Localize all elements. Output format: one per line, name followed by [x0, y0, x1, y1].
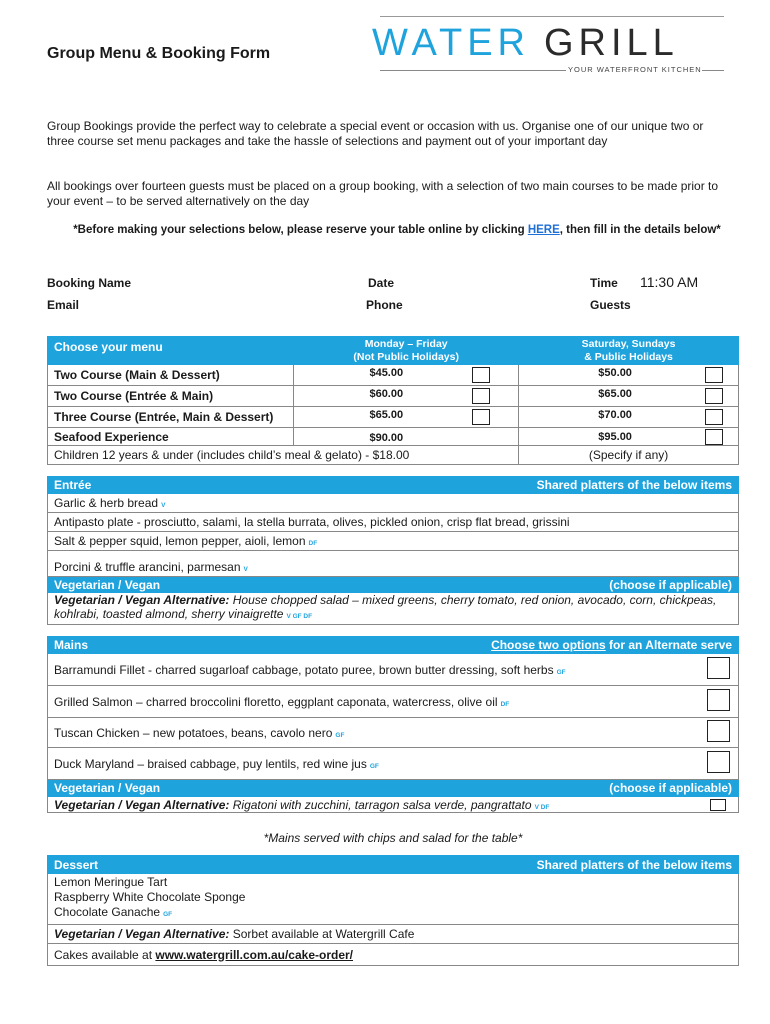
weekend-price-cell: $65.00 [519, 386, 739, 407]
checkbox[interactable] [710, 799, 726, 811]
list-item: Tuscan Chicken – new potatoes, beans, cavolo nero GF [48, 718, 739, 748]
phone-label: Phone [366, 298, 403, 312]
entree-veg-header-row: Vegetarian / Vegan (choose if applicable) [48, 577, 739, 593]
time-field[interactable]: 11:30 AM [640, 274, 699, 290]
children-option: Children 12 years & under (includes child’s meal & gelato) - $18.00 [48, 446, 519, 465]
reserve-here-link[interactable]: HERE [527, 224, 560, 236]
checkbox[interactable] [705, 409, 723, 425]
children-row [48, 446, 739, 465]
logo-top-rule [380, 16, 724, 17]
page-title: Group Menu & Booking Form [47, 45, 271, 62]
dessert-veg-row: Vegetarian / Vegan Alternative: Sorbet available at Watergrill Cafe [48, 925, 739, 944]
list-item: Duck Maryland – braised cabbage, puy lentils, red wine jus GF [48, 748, 739, 780]
checkbox[interactable] [707, 689, 730, 711]
checkbox[interactable] [707, 720, 730, 742]
weekend-price-cell: $50.00 [519, 365, 739, 386]
choose-two-options-link[interactable]: Choose two options [491, 638, 606, 652]
menu-row [48, 386, 739, 407]
menu-row-name: Three Course (Entrée, Main & Dessert) [48, 407, 294, 428]
menu-row-name: Two Course (Main & Dessert) [48, 365, 294, 386]
dessert-items [48, 874, 739, 925]
list-item: Lemon Meringue Tart [54, 875, 168, 889]
menu-row [48, 365, 739, 386]
checkbox[interactable] [472, 367, 490, 383]
checkbox[interactable] [705, 367, 723, 383]
mains-veg-header-row: Vegetarian / Vegan (choose if applicable) [48, 780, 739, 797]
checkbox[interactable] [705, 388, 723, 404]
date-label: Date [368, 276, 395, 290]
intro-paragraph-2: All bookings over fourteen guests must be placed on a group booking, with a selection of two main courses to be made prior to your event – to be served alternatively on the day [47, 179, 719, 208]
checkbox[interactable] [472, 409, 490, 425]
logo-rule-right [702, 70, 724, 71]
weekend-header: Saturday, Sundays & Public Holidays [519, 337, 739, 365]
mains-header-row: Mains Choose two options for an Alternate serve [48, 637, 739, 654]
list-item: Raspberry White Chocolate Sponge [54, 890, 246, 904]
list-item: Chocolate Ganache GF [54, 905, 173, 919]
menu-row [48, 407, 739, 428]
list-item: Garlic & herb bread V [48, 494, 739, 513]
list-item: Porcini & truffle arancini, parmesan V [48, 551, 739, 577]
checkbox[interactable] [472, 388, 490, 404]
checkbox[interactable] [705, 429, 723, 445]
weekday-price-cell: $90.00 [294, 428, 519, 446]
weekday-price-cell: $65.00 [294, 407, 519, 428]
checkbox[interactable] [707, 751, 730, 773]
booking-name-label: Booking Name [47, 276, 132, 290]
menu-choice-table [47, 336, 739, 465]
weekend-price-cell: $95.00 [519, 428, 739, 446]
menu-header: Choose your menu [48, 337, 294, 365]
entree-veg-row: Vegetarian / Vegan Alternative: House chopped salad – mixed greens, cherry tomato, red onion, avocado, corn, chickpeas, kohlrabi, toasted almond, sherry vinaigrette V GF DF [48, 593, 739, 625]
children-note: (Specify if any) [519, 446, 739, 465]
menu-header-row [48, 337, 739, 365]
watergrill-logo [372, 16, 724, 76]
dessert-table [47, 855, 739, 966]
reservation-notice: *Before making your selections below, please reserve your table online by clicking HERE, then fill in the details below* [73, 224, 721, 236]
entree-header-row [48, 477, 739, 494]
dessert-header-row: Dessert Shared platters of the below items [48, 856, 739, 874]
menu-row-name: Seafood Experience [48, 428, 294, 446]
weekday-header: Monday – Friday (Not Public Holidays) [294, 337, 519, 365]
weekday-price-cell: $45.00 [294, 365, 519, 386]
intro-paragraph-1: Group Bookings provide the perfect way to celebrate a special event or occasion with us. Organise one of our unique two or three course set menu packages and take the hassle of selections and payment out of your important day [47, 119, 704, 148]
email-label: Email [47, 298, 80, 312]
menu-row [48, 428, 739, 446]
mains-footnote: *Mains served with chips and salad for the table* [263, 831, 523, 845]
list-item: Barramundi Fillet - charred sugarloaf cabbage, potato puree, brown butter dressing, soft herbs GF [48, 654, 739, 686]
logo-tagline: YOUR WATERFRONT KITCHEN [568, 65, 702, 74]
logo-wordmark: WATER GRILL [372, 22, 679, 64]
checkbox[interactable] [707, 657, 730, 679]
mains-table [47, 636, 739, 813]
mains-veg-row: Vegetarian / Vegan Alternative: Rigatoni with zucchini, tarragon salsa verde, pangrattato V DF [48, 797, 739, 813]
logo-rule-left [380, 70, 566, 71]
list-item: Grilled Salmon – charred broccolini floretto, eggplant caponata, watercress, olive oil DF [48, 686, 739, 718]
menu-row-name: Two Course (Entrée & Main) [48, 386, 294, 407]
time-label: Time [590, 276, 618, 290]
list-item: Antipasto plate - prosciutto, salami, la stella burrata, olives, pickled onion, crisp flat bread, grissini [48, 513, 739, 532]
list-item: Salt & pepper squid, lemon pepper, aioli, lemon DF [48, 532, 739, 551]
cakes-row: Cakes available at www.watergrill.com.au/cake-order/ [48, 944, 739, 966]
guests-label: Guests [590, 298, 631, 312]
entree-header: Entrée Shared platters of the below items [48, 477, 739, 494]
cake-order-link[interactable]: www.watergrill.com.au/cake-order/ [155, 947, 354, 962]
weekend-price-cell: $70.00 [519, 407, 739, 428]
entree-table [47, 476, 739, 625]
weekday-price-cell: $60.00 [294, 386, 519, 407]
